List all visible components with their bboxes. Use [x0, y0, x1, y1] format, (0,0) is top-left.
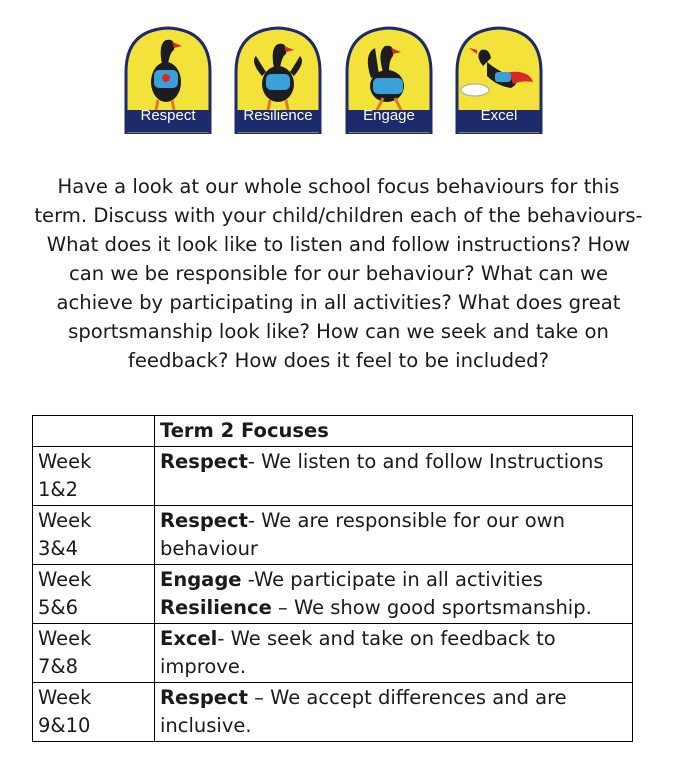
week-word: Week — [38, 686, 92, 709]
focus-cell — [155, 624, 633, 683]
badge-label: Respect — [140, 106, 196, 124]
badge-resilience — [232, 26, 324, 134]
table-header-row — [33, 416, 633, 447]
focus-cell — [155, 506, 633, 565]
week-cell — [33, 506, 155, 565]
table-row — [33, 624, 633, 683]
badge-row — [0, 26, 677, 141]
week-cell — [33, 565, 155, 624]
week-number: 9&10 — [38, 714, 91, 737]
focus-keyword: Engage — [160, 568, 242, 591]
week-number: 5&6 — [38, 596, 79, 619]
focus-cell — [155, 565, 633, 624]
focus-keyword: Respect — [160, 450, 248, 473]
term-focus-table — [32, 415, 633, 742]
focus-text: -We participate in all activities — [241, 568, 543, 591]
focus-keyword: Resilience — [160, 596, 272, 619]
table-row — [33, 506, 633, 565]
badge-label: Engage — [363, 106, 415, 124]
week-word: Week — [38, 627, 92, 650]
intro-paragraph: Have a look at our whole school focus behaviours for this term. Discuss with your child/children each of the behaviours- What does it look like to listen and follow instructions? How can we be responsible for our behaviour? What can we achieve by participating in all activities? What does great sportsmanship look like? How can we seek and take on feedback? How does it feel to be included? — [34, 175, 643, 372]
badge-label: Resilience — [243, 106, 313, 124]
week-word: Week — [38, 509, 92, 532]
week-cell — [33, 683, 155, 742]
focus-text: – We accept differences and are inclusive. — [160, 686, 567, 737]
badge-engage — [343, 26, 435, 134]
table-row — [33, 447, 633, 506]
focus-text: – We show good sportsmanship. — [271, 596, 592, 619]
week-cell — [33, 447, 155, 506]
week-number: 7&8 — [38, 655, 79, 678]
badge-label: Excel — [480, 106, 518, 124]
header-focus-cell: Term 2 Focuses — [155, 416, 633, 447]
focus-text: - We are responsible for our own behaviour — [160, 509, 565, 560]
header-week-cell — [33, 416, 155, 447]
table-row — [33, 683, 633, 742]
table-row — [33, 565, 633, 624]
focus-text: - We listen to and follow Instructions — [247, 450, 604, 473]
week-number: 1&2 — [38, 478, 79, 501]
badge-respect — [122, 26, 214, 134]
badge-excel — [453, 26, 545, 134]
focus-text: - We seek and take on feedback to improve. — [160, 627, 556, 678]
week-number: 3&4 — [38, 537, 79, 560]
focus-cell — [155, 447, 633, 506]
focus-keyword: Excel — [160, 627, 218, 650]
week-word: Week — [38, 568, 92, 591]
focus-keyword: Respect — [160, 509, 248, 532]
focus-cell — [155, 683, 633, 742]
week-cell — [33, 624, 155, 683]
focus-keyword: Respect — [160, 686, 248, 709]
week-word: Week — [38, 450, 92, 473]
